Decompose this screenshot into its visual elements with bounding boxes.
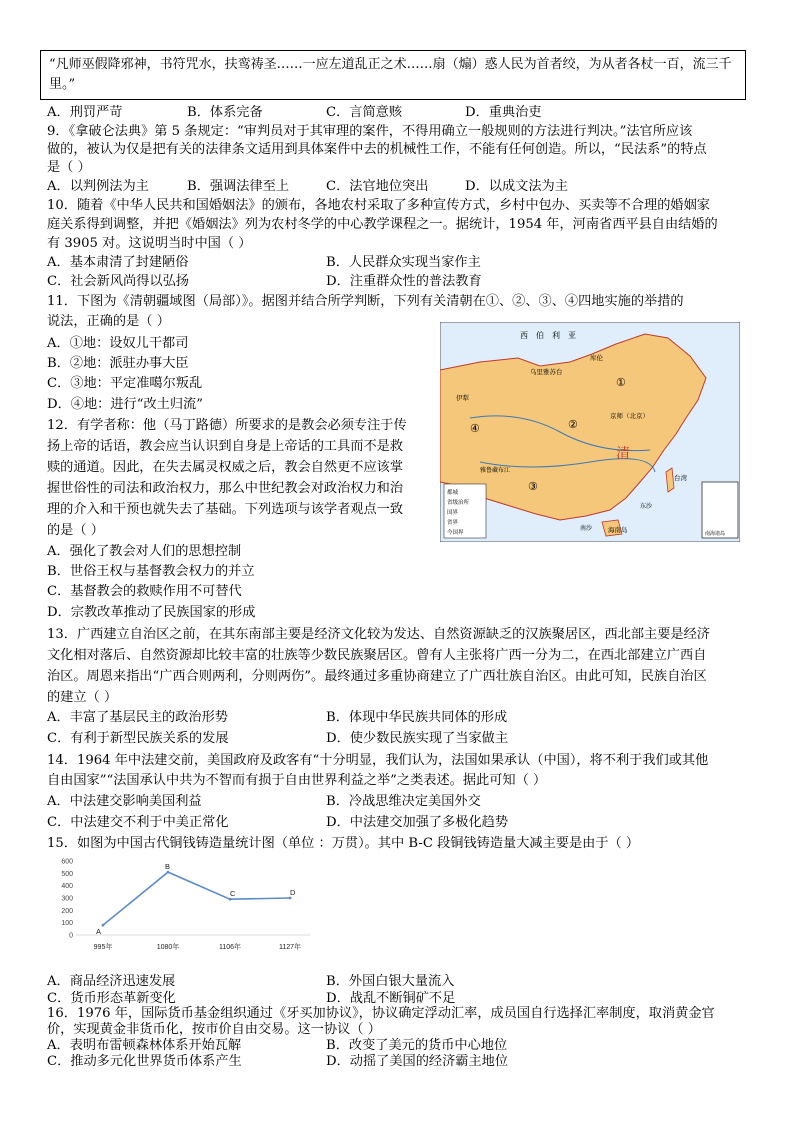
q12-stem-line: 12．有学者称：他（马丁路德）所要求的是教会必须专注于传: [47, 418, 407, 433]
map-place-ili: 伊犁: [456, 394, 469, 402]
map-place-nansha: 南沙: [580, 525, 593, 532]
q11-option-a[interactable]: A．①地：设奴儿干都司: [47, 336, 189, 351]
map-marker-4: ④: [470, 422, 480, 435]
q15-option-d[interactable]: D．战乱不断铜矿不足: [326, 991, 456, 1006]
q10-option-c[interactable]: C．社会新风尚得以弘扬: [47, 274, 189, 289]
map-place-beijing: 京师（北京）: [610, 412, 649, 420]
q15-option-a[interactable]: A．商品经济迅速发展: [47, 974, 176, 989]
x-tick-label: 1127年: [278, 944, 302, 951]
q8-option-c[interactable]: C．言简意赅: [326, 105, 403, 120]
q11-option-b[interactable]: B．②地：派驻办事大臣: [47, 356, 189, 371]
q12-stem-line: 扬上帝的话语，教会应当认识到自身是上帝话的工具而不是救: [47, 439, 404, 454]
q12-stem-line: 理的介入和干预也就失去了基础。下列选项与该学者观点一致: [47, 502, 404, 517]
q16-option-a[interactable]: A．表明布雷顿森林体系开始瓦解: [47, 1038, 242, 1053]
q12-option-b[interactable]: B．世俗王权与基督教会权力的并立: [47, 564, 255, 579]
y-tick-label: 500: [61, 870, 73, 878]
q10-stem-line: 10．随着《中华人民共和国婚姻法》的颁布，各地农村采取了多种宣传方式，乡村中包办、买卖等不合理的婚姻家: [47, 198, 710, 213]
q10-stem-line: 庭关系得到调整，并把《婚姻法》列为农村冬学的中心教学课程之一。据统计，1954 年，河南省西平县自由结婚的: [47, 217, 718, 232]
inset-label: 南海诸岛: [705, 531, 726, 537]
q14-option-a[interactable]: A．中法建交影响美国利益: [47, 794, 202, 809]
legend-national-border: 国界: [447, 510, 459, 516]
data-point-d: [289, 897, 292, 900]
q13-stem-line: 文化相对落后、自然资源却比较丰富的壮族等少数民族聚居区。曾有人主张将广西一分为二，在西北部建立广西自: [47, 648, 707, 663]
q12-option-a[interactable]: A．强化了教会对人们的思想控制: [47, 544, 242, 559]
q10-option-d[interactable]: D．注重群众性的普法教育: [326, 274, 482, 289]
q13-option-a[interactable]: A．丰富了基层民主的政治形势: [47, 710, 228, 725]
q16-option-c[interactable]: C．推动多元化世界货币体系产生: [47, 1054, 242, 1069]
x-tick-label: 1080年: [156, 944, 180, 951]
point-label-a: A: [96, 927, 102, 937]
map-marker-2: ②: [568, 418, 578, 431]
q12-option-d[interactable]: D．宗教改革推动了民族国家的形成: [47, 605, 256, 620]
series-line: [103, 872, 290, 925]
q9-option-c[interactable]: C．法官地位突出: [326, 179, 429, 194]
q13-option-b[interactable]: B．体现中华民族共同体的形成: [326, 710, 508, 725]
map-place-uliastai: 乌里雅苏台: [530, 368, 563, 376]
map-marker-3: ③: [528, 480, 538, 493]
x-tick-label: 995年: [93, 944, 113, 951]
q10-option-a[interactable]: A．基本肃清了封建陋俗: [47, 255, 189, 270]
q11-option-c[interactable]: C．③地：平定准噶尔叛乱: [47, 376, 203, 391]
q15-stem-line: 15．如图为中国古代铜钱铸造量统计图（单位 ：万贯）。其中 B-C 段铜钱铸造量大减主要是由于（ ）: [47, 836, 640, 851]
point-label-b: B: [165, 862, 171, 872]
map-place-kulun: 库伦: [590, 354, 603, 362]
point-label-c: C: [230, 889, 236, 899]
q12-option-c[interactable]: C．基督教会的救赎作用不可替代: [47, 584, 242, 599]
legend-modern-border: 今国界: [447, 530, 464, 536]
qing-territory-map: [440, 322, 740, 542]
point-label-d: D: [290, 888, 296, 897]
q13-option-c[interactable]: C．有利于新型民族关系的发展: [47, 731, 229, 746]
quote-box: “凡师巫假降邪神，书符咒水，扶鸾祷圣……一应左道乱正之术……扇（煽）惑人民为首者绞，为从者各杖一百，流三千里。”: [40, 50, 746, 100]
q14-option-c[interactable]: C．中法建交不利于中美正常化: [47, 815, 229, 830]
q12-stem-line: 赎的通道。因此，在失去属灵权威之后，教会自然更不应该掌: [47, 460, 404, 475]
q11-option-d[interactable]: D．④地：进行“改土归流”: [47, 397, 203, 412]
q9-stem-line: 9．《拿破仑法典》第 5 条规定：“审判员对于其审理的案件，不得用确立一般规则的方法进行判决。”法官所应该: [47, 124, 693, 139]
y-tick-label: 300: [61, 895, 73, 903]
data-point-c: [229, 898, 232, 901]
q12-stem-line: 的是（ ）: [47, 523, 104, 538]
q16-stem-line: 16．1976 年，国际货币基金组织通过《牙买加协议》，协议确定浮动汇率，成员国自行选择汇率制度，取消黄金官: [47, 1006, 715, 1021]
q11-stem-line: 11．下图为《清朝疆域图（局部）》。据图并结合所学判断，下列有关清朝在①、②、③、④四地实施的举措的: [47, 294, 684, 309]
map-place-taiwan: 台湾: [674, 474, 687, 482]
q12-stem-line: 握世俗性的司法和政治权力，那么中世纪教会对政治权力和治: [47, 481, 404, 496]
map-title-siberia: 西 伯 利 亚: [520, 331, 576, 340]
legend-province-seat: 省级治所: [447, 500, 470, 506]
q16-stem-line: 价，实现黄金非货币化，按市价自由交易。这一协议（ ）: [47, 1022, 381, 1037]
q15-option-c[interactable]: C．货币形态革新变化: [47, 991, 176, 1006]
q9-stem-line: 是（ ）: [47, 160, 91, 175]
data-point-b: [167, 871, 170, 874]
q13-option-d[interactable]: D．使少数民族实现了当家做主: [326, 731, 509, 746]
data-point-a: [102, 924, 105, 927]
map-marker-1: ①: [616, 376, 626, 389]
q16-option-d[interactable]: D．动摇了美国的经济霸主地位: [326, 1054, 509, 1069]
x-tick-label: 1106年: [218, 944, 242, 951]
q13-stem-line: 治区。周恩来指出“广西合则两利，分则两伤”。最终通过多重协商建立了广西壮族自治区。由此可知，民族自治区: [47, 669, 707, 684]
q11-stem-line: 说法，正确的是（ ）: [47, 314, 170, 329]
legend-capital: 都城: [447, 490, 459, 496]
legend-province-border: 省界: [447, 520, 459, 526]
q9-option-a[interactable]: A．以判例法为主: [47, 179, 149, 194]
y-tick-label: 600: [61, 858, 73, 866]
q9-option-d[interactable]: D．以成文法为主: [465, 179, 568, 194]
map-label-qing: 清: [616, 446, 630, 462]
q8-option-b[interactable]: B．体系完备: [187, 105, 263, 120]
q13-stem-line: 13．广西建立自治区之前，在其东南部主要是经济文化较为发达、自然资源缺乏的汉族聚居区，西北部主要是经济: [47, 627, 710, 642]
q15-option-b[interactable]: B．外国白银大量流入: [326, 974, 455, 989]
q8-option-a[interactable]: A．刑罚严苛: [47, 105, 123, 120]
q14-stem-line: 14．1964 年中法建交前，美国政府及政客有“十分明显，我们认为，法国如果承认（中国），将不利于我们或其他: [47, 753, 709, 768]
y-tick-label: 0: [69, 932, 73, 940]
coin-minting-chart: [48, 855, 318, 955]
q8-option-d[interactable]: D．重典治吏: [465, 105, 542, 120]
q14-option-b[interactable]: B．冷战思维决定美国外交: [326, 794, 481, 809]
y-tick-label: 200: [61, 907, 73, 915]
q14-stem-line: 自由国家”“法国承认中共为不智而有损于自由世界利益之举”之类表述。据此可知（ ）: [47, 773, 547, 788]
y-tick-label: 400: [61, 883, 73, 891]
map-place-hainan: 海南岛: [608, 526, 628, 534]
q14-option-d[interactable]: D．中法建交加强了多极化趋势: [326, 815, 509, 830]
q9-option-b[interactable]: B．强调法律至上: [187, 179, 290, 194]
map-place-dongsha: 东沙: [640, 503, 653, 510]
q16-option-b[interactable]: B．改变了美元的货币中心地位: [326, 1038, 508, 1053]
q10-option-b[interactable]: B．人民群众实现当家作主: [326, 255, 481, 270]
y-tick-label: 100: [61, 920, 73, 928]
q10-stem-line: 有 3905 对。这说明当时中国（ ）: [47, 236, 252, 251]
south-sea-inset: [702, 482, 738, 538]
map-place-yarlung: 雅鲁藏布江: [480, 467, 511, 474]
q9-stem-line: 做的，被认为仅是把有关的法律条文适用到具体案件中去的机械性工作，不能有任何创造。所以，“民法系”的特点: [47, 142, 707, 157]
q13-stem-line: 的建立（ ）: [47, 690, 118, 705]
